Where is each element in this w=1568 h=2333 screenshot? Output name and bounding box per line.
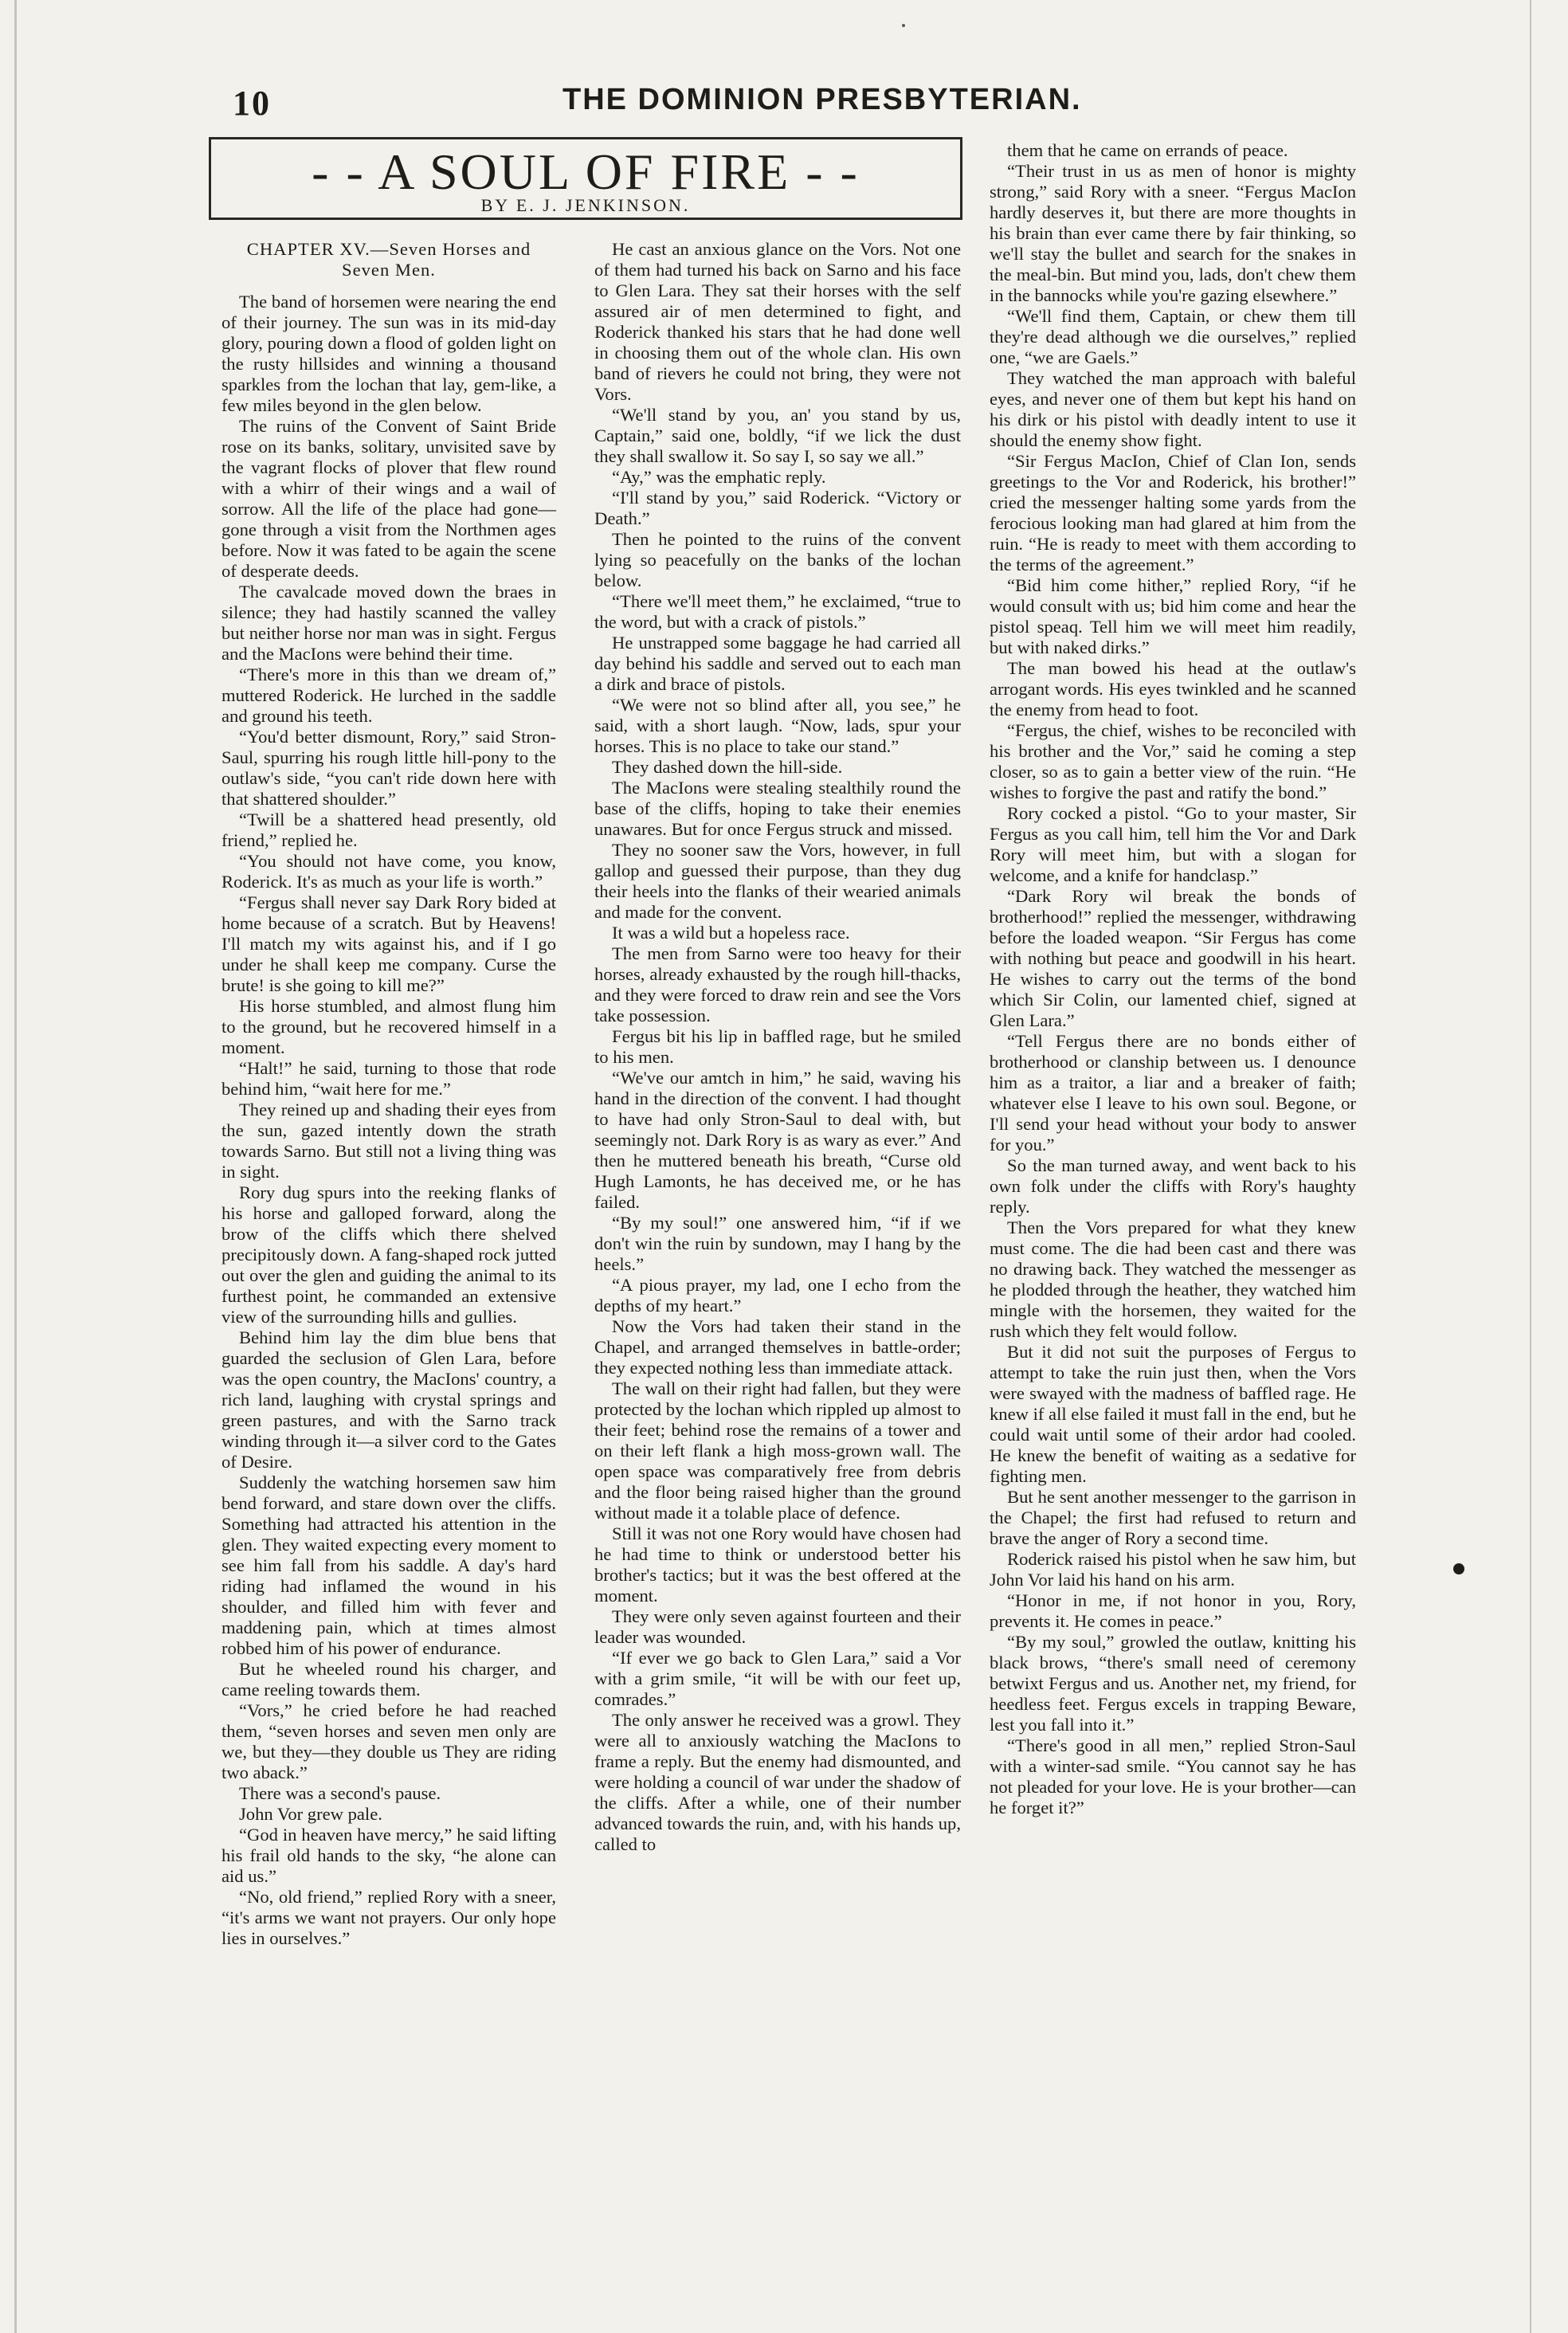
paragraph: Behind him lay the dim blue bens that guarded the seclusion of Glen Lara, before was the open country, the MacIons' country, a rich land, laughing with crystal springs and green pastures, and with the Sarno track winding through it—a silver cord to the Gates of Desire. (221, 1327, 556, 1472)
paragraph: “God in heaven have mercy,” he said lifting his frail old hands to the sky, “he alone can aid us.” (221, 1825, 556, 1886)
article-title-box (209, 137, 962, 220)
paragraph: They reined up and shading their eyes from the sun, gazed intently down the strath towards Sarno. But still not a living thing was in sight. (221, 1100, 556, 1182)
paragraph: But it did not suit the purposes of Fergus to attempt to take the ruin just then, when the Vors were swayed with the madness of baffled rage. He knew if all else failed it must fall in the end, but he could wait until some of their ardor had cooled. He knew the benefit of waiting as a sedative for fighting men. (990, 1342, 1356, 1486)
paragraph: “By my soul!” one answered him, “if if we don't win the ruin by sundown, may I hang by the heels.” (594, 1213, 961, 1274)
paragraph: The only answer he received was a growl. They were all to anxiously watching the MacIons to frame a reply. But the enemy had dismounted, and were holding a council of war under the shadow of the cliffs. After a while, one of their number advanced towards the ruin, and, with his hands up, called to (594, 1710, 961, 1854)
paragraph: The men from Sarno were too heavy for their horses, already exhausted by the rough hill-thacks, and they were forced to draw rein and see the Vors take possession. (594, 943, 961, 1025)
paragraph: The cavalcade moved down the braes in silence; they had hastily scanned the valley but neither horse nor man was in sight. Fergus and the MacIons were behind their time. (221, 582, 556, 664)
paragraph: Now the Vors had taken their stand in the Chapel, and arranged themselves in battle-order; they expected nothing less than immediate attack. (594, 1316, 961, 1378)
paragraph: “Fergus, the chief, wishes to be reconciled with his brother and the Vor,” said he coming a step closer, so as to gain a better view of the ruin. “He wishes to forgive the past and ratify the bond.” (990, 720, 1356, 802)
page-number: 10 (233, 84, 271, 123)
paragraph: “A pious prayer, my lad, one I echo from the depths of my heart.” (594, 1275, 961, 1315)
text-column-3 (990, 140, 1356, 1818)
paragraph: It was a wild but a hopeless race. (612, 923, 850, 943)
paragraph: “Their trust in us as men of honor is mighty strong,” said Rory with a sneer. “Fergus MacIon hardly deserves it, but there are more thoughts in his brain than ever came there by fair thinking, so we'll stay the bullet and search for the snakes in the meal-bin. But mind you, lads, don't chew them in the bannocks while you're gazing elsewhere.” (990, 161, 1356, 305)
paragraph: They dashed down the hill-side. (612, 757, 843, 777)
page-edge-shadow-right (1530, 0, 1531, 2333)
paragraph: His horse stumbled, and almost flung him to the ground, but he recovered himself in a moment. (221, 996, 556, 1057)
paragraph: Fergus bit his lip in baffled rage, but he smiled to his men. (594, 1026, 961, 1067)
paragraph: But he wheeled round his charger, and came reeling towards them. (221, 1659, 556, 1700)
paragraph: “I'll stand by you,” said Roderick. “Victory or Death.” (594, 488, 961, 528)
paragraph: “We were not so blind after all, you see,” he said, with a short laugh. “Now, lads, spur your horses. This is no place to take our stand.” (594, 695, 961, 756)
ink-speck (902, 24, 905, 27)
paragraph: “Ay,” was the emphatic reply. (612, 467, 826, 487)
paragraph: “Sir Fergus MacIon, Chief of Clan Ion, sends greetings to the Vor and Roderick, his brother!” cried the messenger halting some yards from the ferocious looking man had glared at him from the ruin. “He is ready to meet with them according to the terms of the agreement.” (990, 451, 1356, 574)
paragraph: “You should not have come, you know, Roderick. It's as much as your life is worth.” (221, 851, 556, 892)
paragraph: “Twill be a shattered head presently, old friend,” replied he. (221, 810, 556, 850)
paragraph: The band of horsemen were nearing the end of their journey. The sun was in its mid-day glory, pouring down a flood of golden light on the rusty hillsides and winning a thousand sparkles from the lochan that lay, gem-like, a few miles beyond in the glen below. (221, 292, 556, 415)
paragraph: “We'll stand by you, an' you stand by us, Captain,” said one, boldly, “if we lick the dust they shall swallow it. So say I, so say we all.” (594, 405, 961, 466)
paragraph: They no sooner saw the Vors, however, in full gallop and guessed their purpose, than they dug their heels into the flanks of their wearied animals and made for the convent. (594, 840, 961, 922)
paragraph: them that he came on errands of peace. (1007, 140, 1288, 160)
paragraph: “Dark Rory wil break the bonds of brotherhood!” replied the messenger, withdrawing before the loaded weapon. “Sir Fergus has come with nothing but peace and goodwill in his heart. He wishes to carry out the terms of the bond which Sir Colin, our lamented chief, signed at Glen Lara.” (990, 886, 1356, 1030)
paragraph: “Halt!” he said, turning to those that rode behind him, “wait here for me.” (221, 1058, 556, 1099)
paragraph: “Tell Fergus there are no bonds either of brotherhood or clanship between us. I denounce him as a traitor, a liar and a breaker of faith; whatever else I leave to his own soul. Begone, or I'll send your head without your body to answer for you.” (990, 1031, 1356, 1155)
paragraph: “There's good in all men,” replied Stron-Saul with a winter-sad smile. “You cannot say he has not pleaded for your love. He is your brother—can he forget it?” (990, 1735, 1356, 1817)
paragraph: He cast an anxious glance on the Vors. Not one of them had turned his back on Sarno and his face to Glen Lara. They sat their horses with the self assured air of men determined to fight, and Roderick thanked his stars that he had done well in choosing them out of the whole clan. His own band of rievers he could not bring, they were not Vors. (594, 239, 961, 404)
article-byline: BY E. J. JENKINSON. (480, 195, 691, 215)
paragraph: “No, old friend,” replied Rory with a sneer, “it's arms we want not prayers. Our only hope lies in ourselves.” (221, 1887, 556, 1948)
paragraph: The MacIons were stealing stealthily round the base of the cliffs, hoping to take their enemies unawares. But for once Fergus struck and missed. (594, 778, 961, 839)
paragraph: “You'd better dismount, Rory,” said Stron-Saul, spurring his rough little hill-pony to the outlaw's side, “you can't ride down here with that shattered shoulder.” (221, 727, 556, 809)
chapter-heading: CHAPTER XV.—Seven Horses and Seven Men. (246, 239, 531, 280)
paragraph: So the man turned away, and went back to his own folk under the cliffs with Rory's haughty reply. (990, 1155, 1356, 1217)
page-edge-shadow-left (14, 0, 17, 2333)
paragraph: “We've our amtch in him,” he said, waving his hand in the direction of the convent. I had thought to have had only Stron-Saul to deal with, but seemingly not. Dark Rory is as wary as ever.” And then he muttered beneath his breath, “Curse old Hugh Lamonts, he has deceived me, or he has failed. (594, 1068, 961, 1212)
paragraph: John Vor grew pale. (239, 1804, 382, 1824)
paragraph: There was a second's pause. (239, 1783, 441, 1803)
paragraph: Rory dug spurs into the reeking flanks of his horse and galloped forward, along the brow of the cliffs which there shelved precipitously down. A fang-shaped rock jutted out over the glen and guiding the animal to its furthest point, he commanded an extensive view of the surrounding hills and gullies. (221, 1182, 556, 1327)
text-column-1 (221, 239, 556, 1949)
paragraph: The man bowed his head at the outlaw's arrogant words. His eyes twinkled and he scanned the enemy from head to foot. (990, 658, 1356, 720)
paragraph: Then the Vors prepared for what they knew must come. The die had been cast and there was no drawing back. They watched the messenger as he plodded through the heather, they watched him mingle with the horsemen, they waited for the rush which they felt would follow. (990, 1217, 1356, 1341)
paragraph: But he sent another messenger to the garrison in the Chapel; the first had refused to return and brave the anger of Rory a second time. (990, 1487, 1356, 1548)
paragraph: He unstrapped some baggage he had carried all day behind his saddle and served out to each man a dirk and brace of pistols. (594, 633, 961, 694)
paragraph: They watched the man approach with baleful eyes, and never one of them but kept his hand on his dirk or his pistol with deadly intent to use it should the enemy show fight. (990, 368, 1356, 450)
paragraph: “If ever we go back to Glen Lara,” said a Vor with a grim smile, “it will be with our feet up, comrades.” (594, 1648, 961, 1709)
ink-speck (1453, 1563, 1464, 1574)
paragraph: “There's more in this than we dream of,” muttered Roderick. He lurched in the saddle and ground his teeth. (221, 665, 556, 726)
paragraph: “Honor in me, if not honor in you, Rory, prevents it. He comes in peace.” (990, 1590, 1356, 1631)
paragraph: Then he pointed to the ruins of the convent lying so peacefully on the banks of the lochan below. (594, 529, 961, 590)
paragraph: “Vors,” he cried before he had reached them, “seven horses and seven men only are we, but they—they double us They are riding two aback.” (221, 1700, 556, 1782)
paragraph: “Fergus shall never say Dark Rory bided at home because of a scratch. But by Heavens! I'll match my wits against his, and if I go under he shall keep me company. Curse the brute! is she going to kill me?” (221, 892, 556, 995)
paragraph: Suddenly the watching horsemen saw him bend forward, and stare down over the cliffs. Something had attracted his attention in the glen. They waited expecting every moment to see him fall from his saddle. A day's hard riding had inflamed the wound in his shoulder, and filled him with fever and maddening pain, which at times almost robbed him of his power of endurance. (221, 1472, 556, 1658)
paragraph: The wall on their right had fallen, but they were protected by the lochan which rippled up almost to their feet; behind rose the remains of a tower and on their left flank a high moss-grown wall. The open space was comparatively free from debris and the floor being raised higher than the ground without made it a tolable place of defence. (594, 1378, 961, 1523)
publication-title: THE DOMINION PRESBYTERIAN. (563, 83, 1082, 116)
article-title: - - A SOUL OF FIRE - - (312, 143, 860, 200)
paragraph: The ruins of the Convent of Saint Bride rose on its banks, solitary, unvisited save by the vagrant flocks of plover that flew round with a whirr of their wings and a wail of sorrow. All the life of the place had gone—gone through a visit from the Northmen ages before. Now it was fated to be again the scene of desperate deeds. (221, 416, 556, 581)
text-column-2 (594, 239, 961, 1855)
paragraph: Roderick raised his pistol when he saw him, but John Vor laid his hand on his arm. (990, 1549, 1356, 1590)
paragraph: Rory cocked a pistol. “Go to your master, Sir Fergus as you call him, tell him the Vor and Dark Rory will meet him, but with a slogan for welcome, and a knife for handclasp.” (990, 803, 1356, 885)
paragraph: “We'll find them, Captain, or chew them till they're dead although we die ourselves,” replied one, “we are Gaels.” (990, 306, 1356, 367)
paragraph: They were only seven against fourteen and their leader was wounded. (594, 1606, 961, 1647)
paragraph: “Bid him come hither,” replied Rory, “if he would consult with us; bid him come and hear the pistol speaq. Tell him we will meet him readily, but with naked dirks.” (990, 575, 1356, 657)
paragraph: “By my soul,” growled the outlaw, knitting his black brows, “there's small need of ceremony betwixt Fergus and us. Another net, my friend, for heedless feet. Fergus excels in trapping Beware, lest you fall into it.” (990, 1632, 1356, 1735)
paragraph: Still it was not one Rory would have chosen had he had time to think or understood better his brother's tactics; but it was the best offered at the moment. (594, 1523, 961, 1606)
paragraph: “There we'll meet them,” he exclaimed, “true to the word, but with a crack of pistols.” (594, 591, 961, 632)
